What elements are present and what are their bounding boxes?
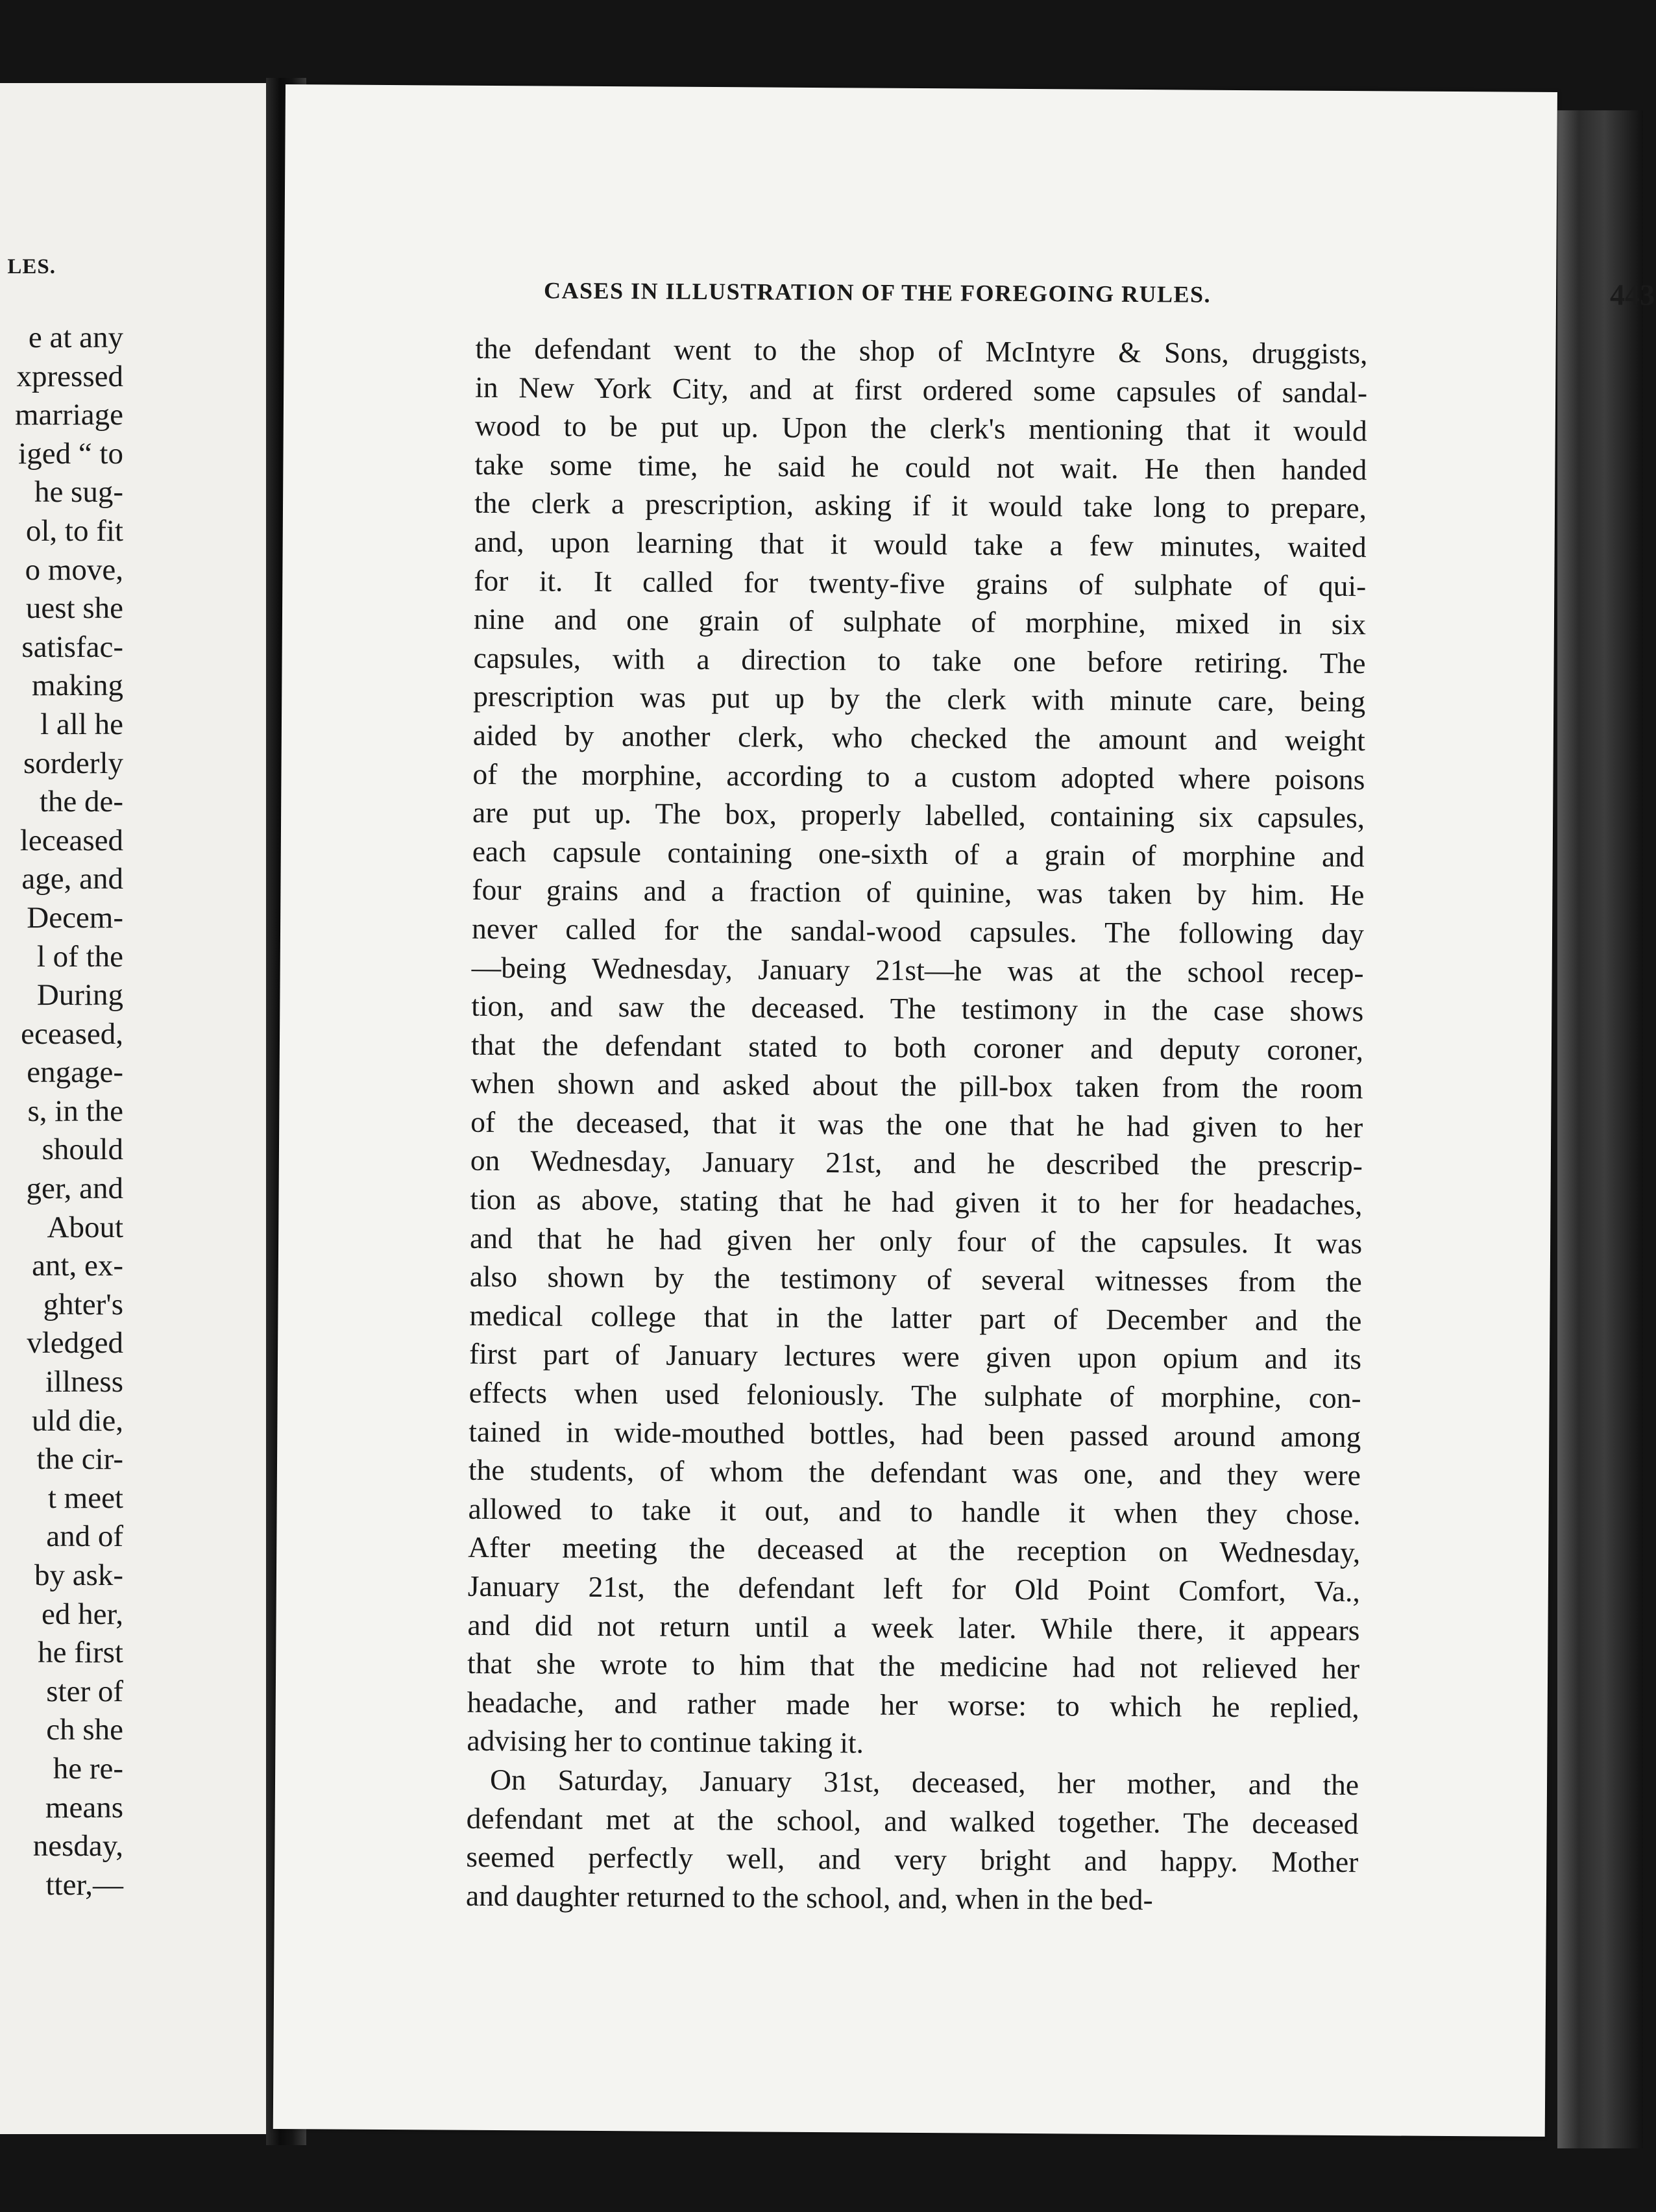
left-text-line: he re- <box>53 1751 123 1786</box>
left-text-line: nesday, <box>32 1829 123 1863</box>
text-line: four grains and a fraction of quinine, was taken by him. He <box>472 873 1365 912</box>
left-text-line: ster of <box>46 1674 123 1708</box>
text-line: allowed to take it out, and to handle it when they chose. <box>468 1492 1361 1530</box>
left-text-line: illness <box>45 1365 123 1399</box>
text-line: of the deceased, that it was the one that he had given to her <box>470 1105 1363 1144</box>
text-line: take some time, he said he could not wait. He then handed <box>474 447 1367 486</box>
left-text-line: he first <box>38 1636 123 1670</box>
left-text-line: making <box>32 669 123 703</box>
left-text-line: t meet <box>47 1481 123 1515</box>
left-text-line: s, in the <box>27 1094 123 1128</box>
text-line: After meeting the deceased at the reception on Wednesday, <box>468 1530 1361 1569</box>
left-text-line: engage- <box>27 1055 123 1090</box>
left-text-line: ol, to fit <box>25 513 123 548</box>
text-line: tion, and saw the deceased. The testimony in the case shows <box>471 989 1364 1028</box>
left-text-line: l of the <box>36 939 123 974</box>
left-text-line: About <box>47 1210 123 1244</box>
text-line: the students, of whom the defendant was one, and they were <box>468 1453 1361 1492</box>
left-text-line: uld die, <box>32 1403 123 1438</box>
text-line: that the defendant stated to both coroner and deputy coroner, <box>470 1027 1364 1066</box>
left-text-line: means <box>45 1790 123 1825</box>
right-page <box>273 84 1655 2137</box>
left-text-line: satisfac- <box>21 630 123 664</box>
text-line: nine and one grain of sulphate of morphine, mixed in six <box>473 602 1367 641</box>
text-line: capsules, with a direction to take one before retiring. The <box>473 641 1366 680</box>
text-line: each capsule containing one-sixth of a grain of morphine and <box>472 834 1365 873</box>
text-line: prescription was put up by the clerk with minute care, being <box>473 680 1366 719</box>
text-line: defendant met at the school, and walked together. The deceased <box>466 1801 1359 1840</box>
left-text-line: vledged <box>27 1326 123 1360</box>
text-line: effects when used feloniously. The sulphate of morphine, con- <box>469 1375 1361 1415</box>
left-text-line: ghter's <box>43 1287 123 1321</box>
left-text-line: leceased <box>19 823 123 857</box>
text-line: the defendant went to the shop of McIntyre & Sons, druggists, <box>475 331 1368 371</box>
text-line: when shown and asked about the pill-box taken from the room <box>470 1066 1363 1105</box>
left-text-line: iged “ to <box>18 436 123 471</box>
text-line: never called for the sandal-wood capsules. The following day <box>471 911 1365 951</box>
page-edges <box>1557 110 1643 2148</box>
text-line: January 21st, the defendant left for Old Point Comfort, Va., <box>467 1569 1361 1608</box>
left-text-line: the de- <box>39 785 123 819</box>
text-line: and did not return until a week later. While there, it appears <box>467 1608 1360 1647</box>
left-text-line: eceased, <box>21 1016 123 1051</box>
left-text-line: o move, <box>25 552 123 587</box>
left-text-line: by ask- <box>34 1558 123 1592</box>
text-line: wood to be put up. Upon the clerk's mentioning that it would <box>474 408 1367 448</box>
left-text-line: uest she <box>25 591 123 626</box>
text-line: aided by another clerk, who checked the amount and weight <box>472 718 1366 757</box>
text-line: for it. It called for twenty-five grains of sulphate of qui- <box>474 563 1367 602</box>
running-title: CASES IN ILLUSTRATION OF THE FOREGOING RULES. <box>543 277 1212 308</box>
left-text-line: tter,— <box>45 1867 123 1902</box>
text-line: On Saturday, January 31st, deceased, her mother, and the <box>489 1762 1359 1802</box>
left-text-line: l all he <box>40 707 123 741</box>
running-head <box>544 271 1655 312</box>
text-line: medical college that in the latter part of December and the <box>469 1298 1362 1338</box>
left-text-line: ed her, <box>42 1597 123 1631</box>
text-line: headache, and rather made her worse: to which he replied, <box>467 1685 1359 1724</box>
text-line: in New York City, and at first ordered some capsules of sandal- <box>475 370 1368 409</box>
page-number: 443 <box>1609 278 1655 312</box>
text-line: tion as above, stating that he had given it to her for headaches, <box>470 1182 1363 1222</box>
text-line: —being Wednesday, January 21st—he was at the school recep- <box>471 950 1364 989</box>
left-text-line: marriage <box>14 398 123 432</box>
left-text-line: age, and <box>21 862 123 896</box>
text-line: seemed perfectly well, and very bright and happy. Mother <box>466 1839 1359 1879</box>
left-text-line: ger, and <box>26 1172 123 1206</box>
text-line: tained in wide-mouthed bottles, had been passed around among <box>469 1414 1361 1453</box>
text-line: first part of January lectures were given upon opium and its <box>469 1337 1362 1376</box>
left-page <box>0 83 266 2134</box>
left-text-line: he sug- <box>34 475 123 510</box>
left-text-line: xpressed <box>16 359 123 393</box>
body-text <box>466 329 1368 1921</box>
text-line: the clerk a prescription, asking if it would take long to prepare, <box>474 486 1367 525</box>
left-text-line: Decem- <box>27 900 123 935</box>
text-line: and daughter returned to the school, and, when in the bed- <box>465 1878 1153 1916</box>
text-line: that she wrote to him that the medicine had not relieved her <box>467 1646 1360 1686</box>
text-line: on Wednesday, January 21st, and he described the prescrip- <box>470 1144 1363 1183</box>
text-line: advising her to continue taking it. <box>467 1724 864 1760</box>
left-text-line: ch she <box>46 1713 123 1747</box>
left-text-line: and of <box>46 1519 123 1554</box>
text-line: are put up. The box, properly labelled, containing six capsules, <box>472 795 1365 835</box>
left-text-line: During <box>36 978 123 1013</box>
left-text-line: sorderly <box>23 746 123 780</box>
left-text-line: e at any <box>28 321 123 354</box>
text-line: and that he had given her only four of the capsules. It was <box>469 1221 1363 1260</box>
text-line: of the morphine, according to a custom adopted where poisons <box>472 757 1365 796</box>
text-line: and, upon learning that it would take a few minutes, waited <box>474 524 1367 564</box>
left-running-head: LES. <box>7 255 56 278</box>
left-text-line: ant, ex- <box>32 1249 123 1283</box>
left-page-text <box>0 319 123 1904</box>
left-text-line: the cir- <box>36 1442 123 1477</box>
left-text-line: should <box>42 1133 123 1167</box>
text-line: also shown by the testimony of several witnesses from the <box>469 1260 1362 1299</box>
